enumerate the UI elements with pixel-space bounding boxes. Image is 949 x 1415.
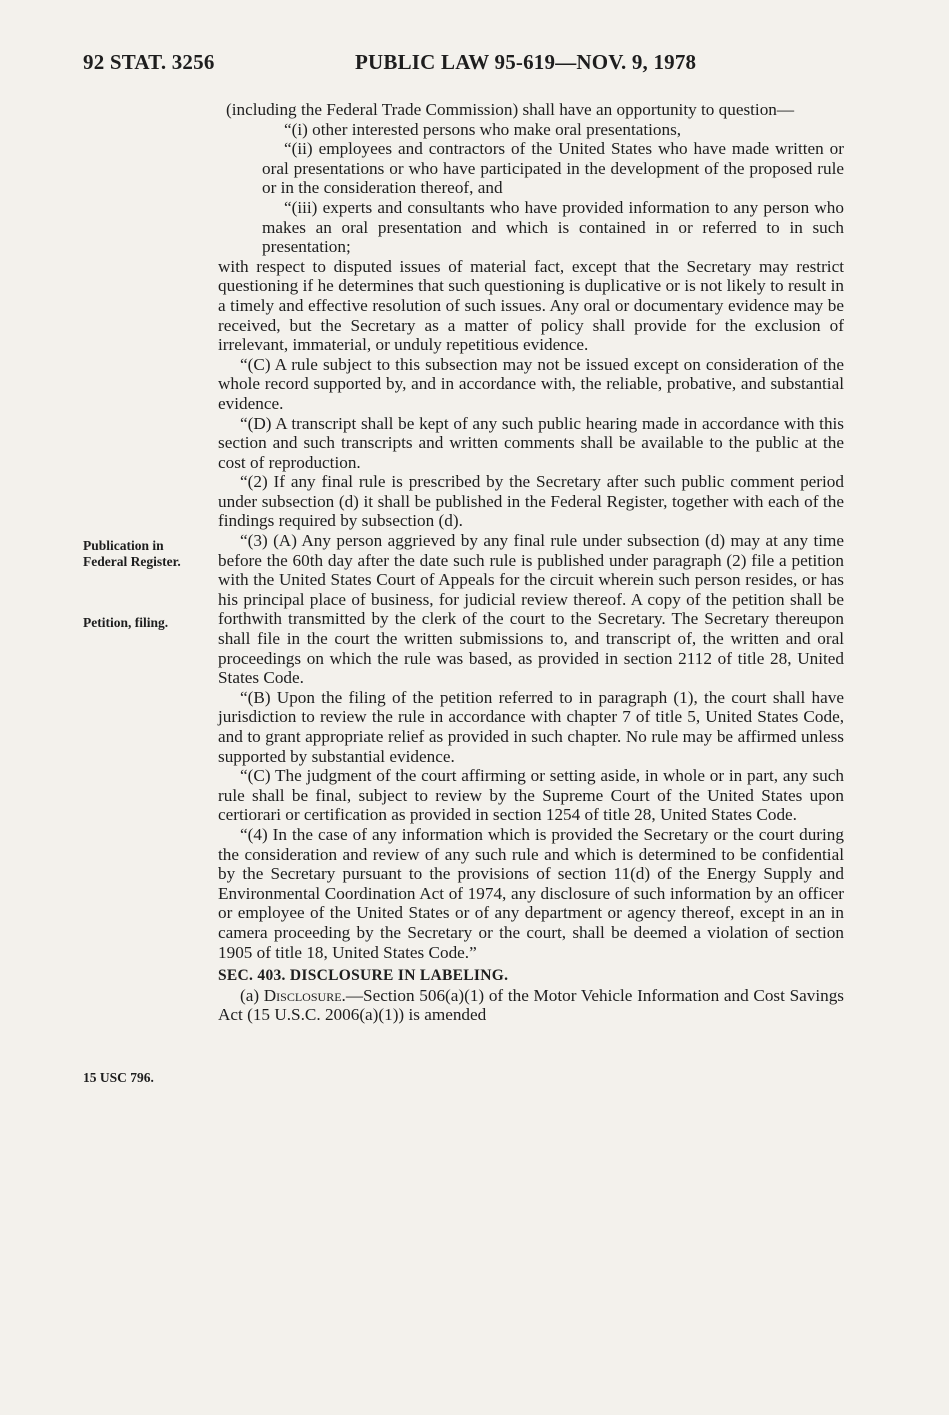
paragraph-intro: (including the Federal Trade Commission) shall have an opportunity to question— [226,100,795,119]
clause-ii: “(ii) employees and contractors of the United States who have made written or oral presentations or who have participated in the development of the proposed rule or in the consideration thereof, and [262,139,844,198]
statute-page-reference: 92 STAT. 3256 [83,50,215,74]
margin-note-publication [83,538,181,570]
subparagraph-c: “(C) A rule subject to this subsection may not be issued except on consideration of the whole record supported by, and in accordance with, the reliable, probative, and substantial evidence. [218,354,844,413]
paragraph-2: “(2) If any final rule is prescribed by the Secretary after such public comment period under subsection (d) it shall be published in the Federal Register, together with each of the findings required by subsection (d). [218,472,844,531]
paragraph-3b: “(B) Upon the filing of the petition referred to in paragraph (1), the court shall have jurisdiction to review the rule in accordance with chapter 7 of title 5, United States Code, and to grant appropriate relief as provided in such chapter. No rule may be affirmed unless supported by substantial evidence. [218,687,844,766]
margin-note-usc-citation: 15 USC 796. [83,1070,154,1085]
margin-note-publication-line-2: Federal Register. [83,554,181,569]
subsection-a-text: .—Section 506(a)(1) of the Motor Vehicle Information and Cost Savings Act (15 U.S.C. 2006(a)(1)) is amended [218,985,845,1025]
subsection-a-caption: Disclosure [263,985,342,1005]
paragraph-3a: “(3) (A) Any person aggrieved by any final rule under subsection (d) may at any time before the 60th day after the date such rule is published under paragraph (2) file a petition with the United States Court of Appeals for the circuit wherein such person resides, or has his principal place of business, for judicial review thereof. A copy of the petition shall be forthwith transmitted by the clerk of the court to the Secretary. The Secretary thereupon shall file in the court the written submissions to, and transcript of, the written and oral proceedings on which the rule was based, as provided in section 2112 of title 28, United States Code. [218,531,844,688]
clause-iii: “(iii) experts and consultants who have provided information to any person who makes an oral presentation and which is contained in or referred to in such presentation; [262,197,844,257]
margin-note-petition: Petition, filing. [83,615,169,630]
margin-note-publication-line-1: Publication in [83,538,164,553]
public-law-title: PUBLIC LAW 95-619—NOV. 9, 1978 [355,50,697,74]
clause-i: “(i) other interested persons who make oral presentations, [284,119,682,139]
paragraph-3c: “(C) The judgment of the court affirming or setting aside, in whole or in part, any such rule shall be final, subject to review by the Supreme Court of the United States upon certiorari or certification as provided in section 1254 of title 28, United States Code. [218,766,844,825]
paragraph-with-respect: with respect to disputed issues of material fact, except that the Secretary may restrict questioning if he determines that such questioning is duplicative or is not likely to result in a timely and effective resolution of such issues. Any oral or documentary evidence may be received, but the Secretary as a matter of policy shall provide for the exclusion of irrelevant, immaterial, or unduly repetitious evidence. [218,256,844,355]
statute-body-text [218,100,844,1025]
section-403-heading: SEC. 403. DISCLOSURE IN LABELING. [218,967,509,985]
paragraph-4: “(4) In the case of any information which is provided the Secretary or the court during the consideration and review of any such rule and which is determined to be confidential by the Secretary pursuant to the provisions of section 11(d) of the Energy Supply and Environmental Coordination Act of 1974, any disclosure of such information by an officer or employee of the United States or of any department or agency thereof, except in an in camera proceeding by the Secretary or the court, shall be deemed a violation of section 1905 of title 18, United States Code.” [218,824,844,962]
subsection-a-label: (a) [240,985,264,1005]
subsection-a [218,986,844,1025]
subparagraph-d: “(D) A transcript shall be kept of any such public hearing made in accordance with this section and such transcripts and written comments shall be available to the public at the cost of reproduction. [218,413,844,472]
